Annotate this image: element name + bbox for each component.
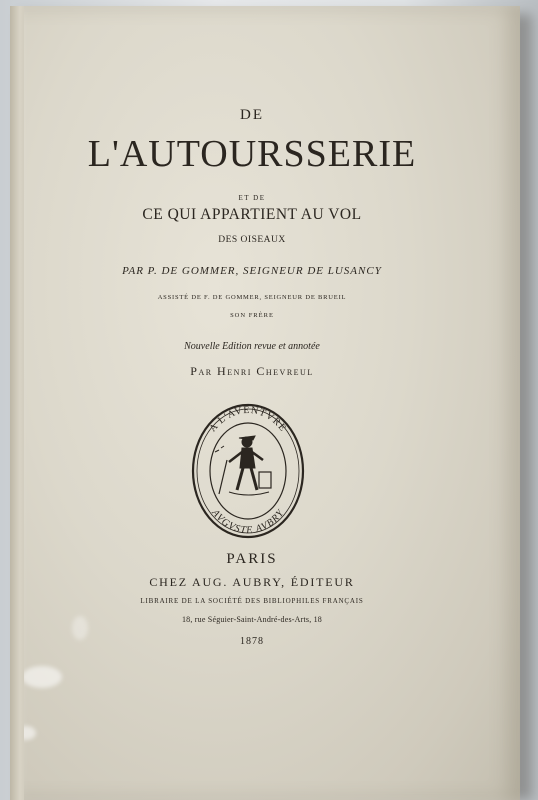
paper-stain — [22, 666, 62, 688]
main-title: L'AUTOURSSERIE — [87, 133, 417, 175]
subtitle-line-2: DES OISEAUX — [218, 235, 286, 245]
brother-line: SON FRÈRE — [230, 312, 274, 319]
traveler-figure-icon — [215, 436, 271, 495]
assistant-line: ASSISTÉ DE F. DE GOMMER, SEIGNEUR DE BRUEIL — [157, 294, 347, 301]
title-prefix: DE — [240, 107, 264, 123]
title-conjunction: ET DE — [238, 194, 266, 202]
address-line: 18, rue Séguier-Saint-André-des-Arts, 18 — [181, 615, 323, 624]
publisher-emblem — [189, 402, 307, 540]
edition-line: Nouvelle Edition revue et annotée — [184, 341, 320, 352]
emblem-name: AVGVSTE AVBRY — [209, 507, 287, 537]
bookseller-line: LIBRAIRE DE LA SOCIÉTÉ DES BIBLIOPHILES FRANÇAIS — [140, 597, 364, 605]
book-spine — [10, 6, 24, 800]
emblem-motto: A L'AVENTVRE — [207, 404, 289, 435]
subtitle: CE QUI APPARTIENT AU VOL — [142, 206, 362, 223]
publisher-line: CHEZ AUG. AUBRY, ÉDITEUR — [149, 575, 355, 589]
author-line: PAR P. DE GOMMER, SEIGNEUR DE LUSANCY — [122, 265, 382, 277]
publication-year: 1878 — [240, 636, 264, 647]
editor-line: Par Henri Chevreul — [190, 364, 314, 378]
publication-city: PARIS — [226, 551, 278, 567]
book-cover — [10, 6, 520, 800]
